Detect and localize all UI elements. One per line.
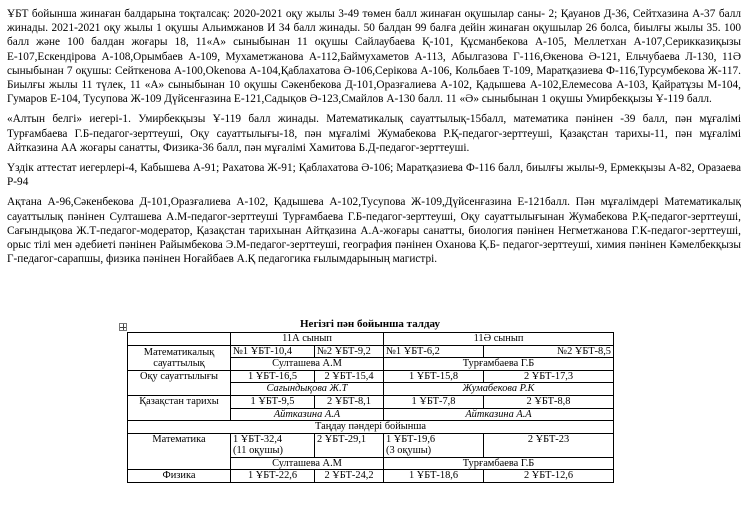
table-cell: №1 ҰБТ-10,4 — [231, 345, 315, 358]
teacher-cell: Айтказина А.А — [231, 408, 384, 421]
table-move-handle-icon[interactable] — [119, 323, 127, 331]
paragraph-uzdik-attestat: Үздік аттестат иегерлері-4, Кабышева А-91; Рахатова Ж-91; Қаблахатова Ә-106; Маратқазиева Ф-116 балл, биылғы жылы-9, Ермекқызы А-82, Оразаева Р-94 — [7, 162, 741, 189]
teacher-cell: Турғамбаева Г.Б — [384, 358, 614, 371]
row-label-history: Қазақстан тарихы — [128, 395, 231, 420]
table-row — [128, 395, 614, 408]
teacher-cell: Сағындықова Ж.Т — [231, 383, 384, 396]
table-cell: 1 ҰБТ-18,6 — [384, 470, 484, 483]
document-body — [7, 7, 741, 266]
row-label-physics: Физика — [128, 470, 231, 483]
table-cell: 1 ҰБТ-15,8 — [384, 370, 484, 383]
table-cell: №2 ҰБТ-8,5 — [484, 345, 614, 358]
paragraph-altyn-belgi: «Алтын белгі» иегері-1. Умирбекқызы Ұ-119 балл жинады. Математикалық сауаттылық-15балл, математика пәнінен -39 балл, пән мұғалімі Турғамбаева Г.Б-педагог-зерттеуші, Оқу сауаттылығы-18, пән мұғалімі Жумабекова Р.Қ-педагог-зерттеуші, Қазақстан тарихы-11, пән мұғалімі Айтказина АА жоғары санатты, Физика-36 балл, пән мұғалімі Хамитова Б.Д-педагог-зерттеуші. — [7, 113, 741, 154]
table-cell: 2 ҰБТ-23 — [484, 433, 614, 457]
table-cell: 2 ҰБТ-8,8 — [484, 395, 614, 408]
teacher-cell: Султашева А.М — [231, 358, 384, 371]
teacher-cell: Жумабекова Р.К — [384, 383, 614, 396]
table-row — [128, 470, 614, 483]
teacher-cell: Айтказина А.А — [384, 408, 614, 421]
table-cell: 1 ҰБТ-7,8 — [384, 395, 484, 408]
math-b1-note: (3 оқушы) — [386, 445, 432, 457]
table-row — [128, 433, 614, 457]
table-row — [128, 345, 614, 358]
table-cell: 2 ҰБТ-29,1 — [315, 433, 384, 457]
table-cell: 1 ҰБТ-9,5 — [231, 395, 315, 408]
table-cell — [384, 433, 484, 457]
table-cell: №2 ҰБТ-9,2 — [315, 345, 384, 358]
elective-header: Таңдау пәндері бойынша — [128, 421, 614, 434]
table-cell: 2 ҰБТ-12,6 — [484, 470, 614, 483]
header-11a: 11А сынып — [231, 333, 384, 346]
elective-header-row — [128, 421, 614, 434]
row-label-reading: Оқу сауаттылығы — [128, 370, 231, 395]
header-11b: 11Ә сынып — [384, 333, 614, 346]
paragraph-ubt-results: ҰБТ бойынша жинаған балдарына тоқталсақ: 2020-2021 оқу жылы 3-49 төмен балл жинаған оқушылар саны- 2; Қауанов Д-36, Сейтхазина А-37 балл жинады. 2021-2021 оқу жылы 1 оқушы Альимжанов И 34 балл жинады. 50 балдан 99 балға дейін жинаған оқушылар 26 болса, биылғы жылы 35. 100 балл және 100 балдан жоғары 18, 11«А» сыныбынан 11 оқушы Сайлаубаева Қ-101, Құсманбекова А-105, Меллетхан А-107,Серикказиқызы Е-107,Ескендірова А-108,Орымбаев А-109, Мухаметжанова А-112,Баймухаметов А-113, Абылгазова Г-116,Өкенова Ә-121, Ельчубаева Л-130, 11Ә сыныбынан 7 оқушы: Сейткенова А-100,Оkenова А-104,Қаблахатова Ә-106,Серікова А-106, Кольбаев Т-109, Маратқазиева Ф-116,Турсумбекова Ж-117. Биылғы жылы 11 түлек, 11 «А» сыныбынан 10 оқушы Сәкенбекова Д-101,Оразғалиева А-102, Қадышева А-102,Елемесова А-103, Қайратұзы М-104, Гумаров Е-104, Тусупова Ж-109 Дүйсенғазина Е-121,Садықов Ә-123,Смайлов А-130 балл. 11 «Ә» сыныбынан 1 оқушы Умирбекқызы Ұ-119 балл. — [7, 8, 741, 106]
table-cell: 2 ҰБТ-17,3 — [484, 370, 614, 383]
table-header-row — [128, 333, 614, 346]
teacher-cell: Турғамбаева Г.Б — [384, 457, 614, 470]
table-cell: 2 ҰБТ-15,4 — [315, 370, 384, 383]
math-b1: 1 ҰБТ-19,6 — [386, 433, 436, 445]
math-a1: 1 ҰБТ-32,4 — [233, 433, 283, 445]
table-cell: 1 ҰБТ-22,6 — [231, 470, 315, 483]
table-cell: 2 ҰБТ-24,2 — [315, 470, 384, 483]
table-row — [128, 370, 614, 383]
analysis-table-container — [127, 318, 613, 483]
table-cell: 1 ҰБТ-16,5 — [231, 370, 315, 383]
teacher-cell: Султашева А.М — [231, 457, 384, 470]
analysis-table — [127, 332, 614, 483]
paragraph-teachers: Ақтана А-96,Сәкенбекова Д-101,Оразғалиева А-102, Қадышева А-102,Тусупова Ж-109,Дүйсенғазина Е-121балл. Пән мұғалімдері Математикалық сауаттылық пәнінен Султашева А.М-педагог-зерттеуші Турғамбаева Г.Б-педагог-зерттеуші, Оқу сауаттылығынан Жумабекова Р.Қ-педагог-зерттеуші, Сағындықова Ж.Т-педагог-модератор, Қазақстан тарихынан Айтқазина А.А-жоғары санатты, биология пәнінен Негметжанова Г.К-педагог-зерттеуші, орыс тілі мен әдебиеті пәнінен Райымбекова Э.М-педагог-зерттеуші, география пәнінен Оханова Қ.Б- педагог-зерттеуші, химия пәнінен Кәмелбекқызы Г-педагог-сарапшы, физика пәнінен Ноғайбаев А.Қ педагогика ғылымдарының магистрі. — [7, 196, 741, 266]
row-label-math-literacy: Математикалық сауаттылық — [128, 345, 231, 370]
table-cell: №1 ҰБТ-6,2 — [384, 345, 484, 358]
table-title: Негізгі пән бойынша талдау — [300, 318, 440, 330]
table-cell: 2 ҰБТ-8,1 — [315, 395, 384, 408]
row-label-math: Математика — [128, 433, 231, 469]
table-cell — [231, 433, 315, 457]
math-a1-note: (11 оқушы) — [233, 445, 283, 457]
